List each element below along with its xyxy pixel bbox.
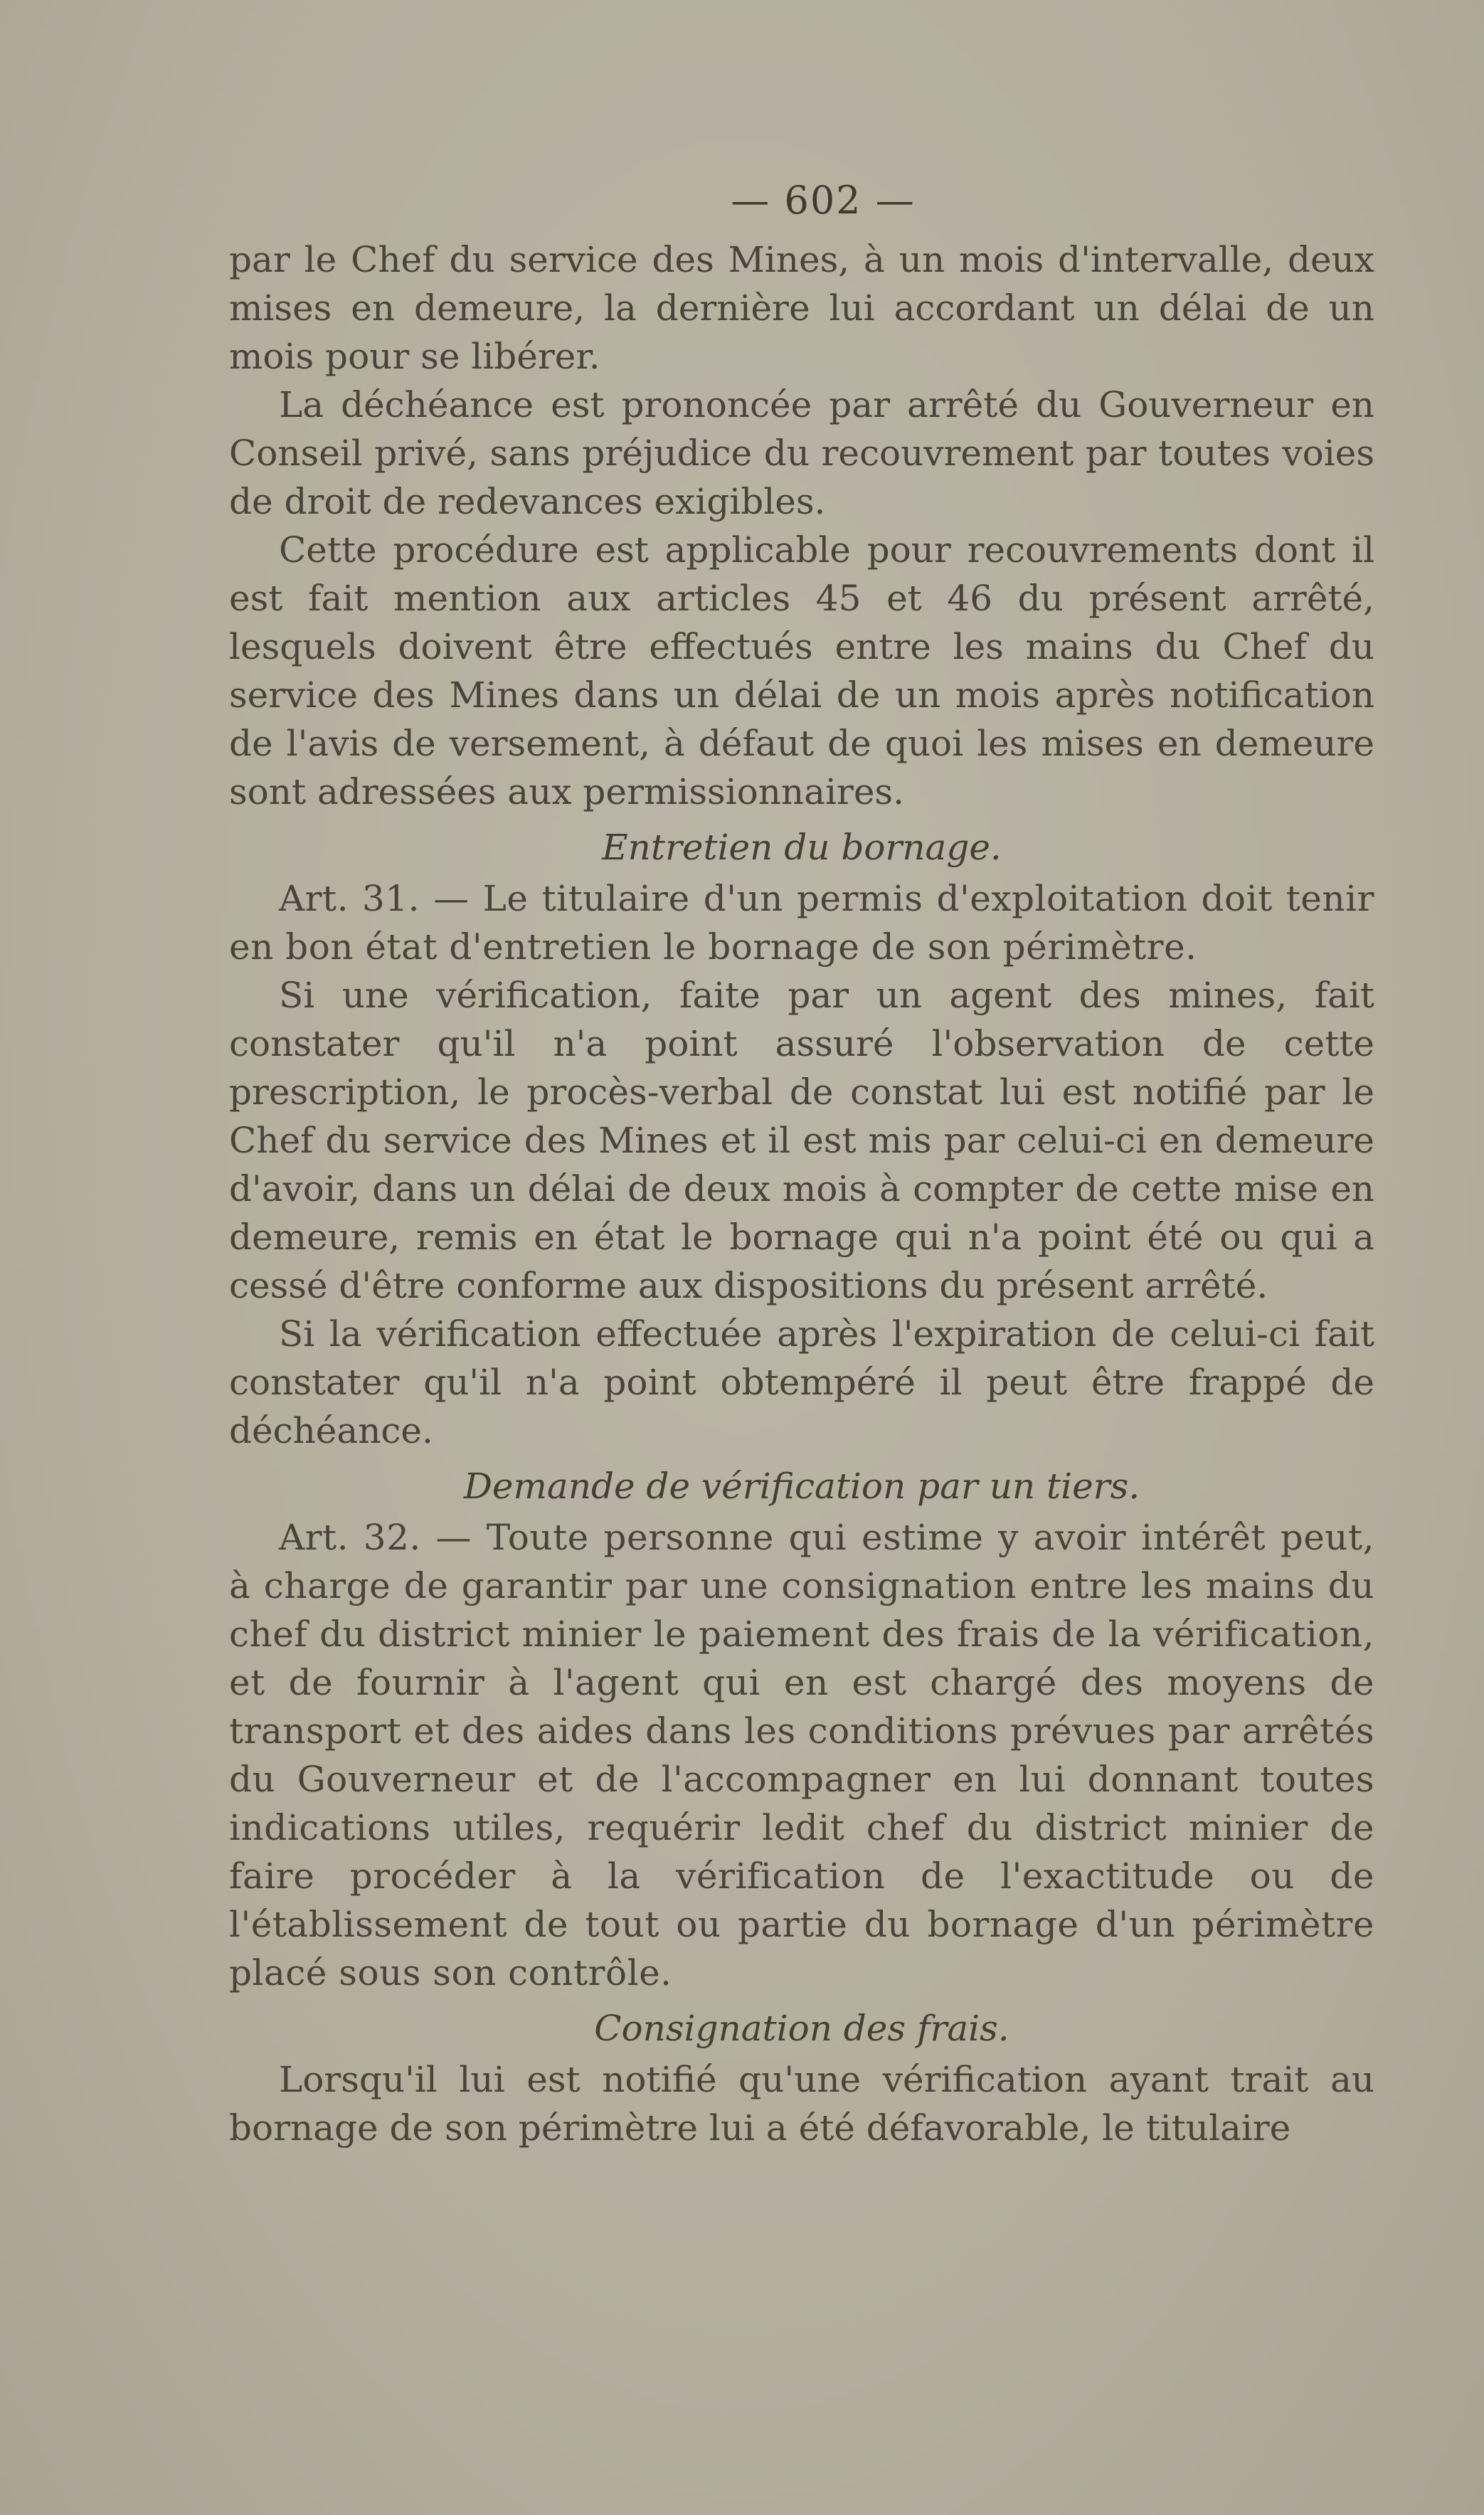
- page-number: — 602 —: [731, 178, 916, 223]
- paragraph-3: Cette procédure est applicable pour recouvrements dont il est fait mention aux articles 45 et 46 du présent arrêté, lesquels doivent être effectués entre les mains du Chef du service des Mines dans un délai de un mois après notification de l'avis de versement, à défaut de quoi les mises en demeure sont adressées aux permissionnaires.: [229, 529, 1374, 812]
- section-title-consignation: Consignation des frais.: [594, 2008, 1009, 2049]
- section-title-demande: Demande de vérification par un tiers.: [463, 1466, 1140, 1507]
- document-page: [229, 178, 1374, 2152]
- paragraph-8: Lorsqu'il lui est notifié qu'une vérification ayant trait au bornage de son périmètre lui a été défavorable, le titulaire: [229, 2059, 1374, 2149]
- paragraph-1: par le Chef du service des Mines, à un mois d'intervalle, deux mises en demeure, la dernière lui accordant un délai de un mois pour se libérer.: [229, 239, 1374, 377]
- article-31: Art. 31. — Le titulaire d'un permis d'exploitation doit tenir en bon état d'entretien le bornage de son périmètre.: [229, 878, 1374, 968]
- paragraph-2: La déchéance est prononcée par arrêté du Gouverneur en Conseil privé, sans préjudice du recouvrement par toutes voies de droit de redevances exigibles.: [229, 384, 1374, 522]
- article-32: Art. 32. — Toute personne qui estime y avoir intérêt peut, à charge de garantir par une consignation entre les mains du chef du district minier le paiement des frais de la vérification, et de fournir à l'agent qui en est chargé des moyens de transport et des aides dans les conditions prévues par arrêtés du Gouverneur et de l'accompagner en lui donnant toutes indications utiles, requérir ledit chef du district minier de faire procéder à la vérification de l'exactitude ou de l'établissement de tout ou partie du bornage d'un périmètre placé sous son contrôle.: [229, 1517, 1374, 1994]
- paragraph-6: Si la vérification effectuée après l'expiration de celui-ci fait constater qu'il n'a point obtempéré il peut être frappé de déchéance.: [229, 1313, 1374, 1451]
- paragraph-5: Si une vérification, faite par un agent des mines, fait constater qu'il n'a point assuré l'observation de cette prescription, le procès-verbal de constat lui est notifié par le Chef du service des Mines et il est mis par celui-ci en demeure d'avoir, dans un délai de deux mois à compter de cette mise en demeure, remis en état le bornage qui n'a point été ou qui a cessé d'être conforme aux dispositions du présent arrêté.: [229, 975, 1374, 1306]
- section-title-entretien: Entretien du bornage.: [602, 827, 1002, 868]
